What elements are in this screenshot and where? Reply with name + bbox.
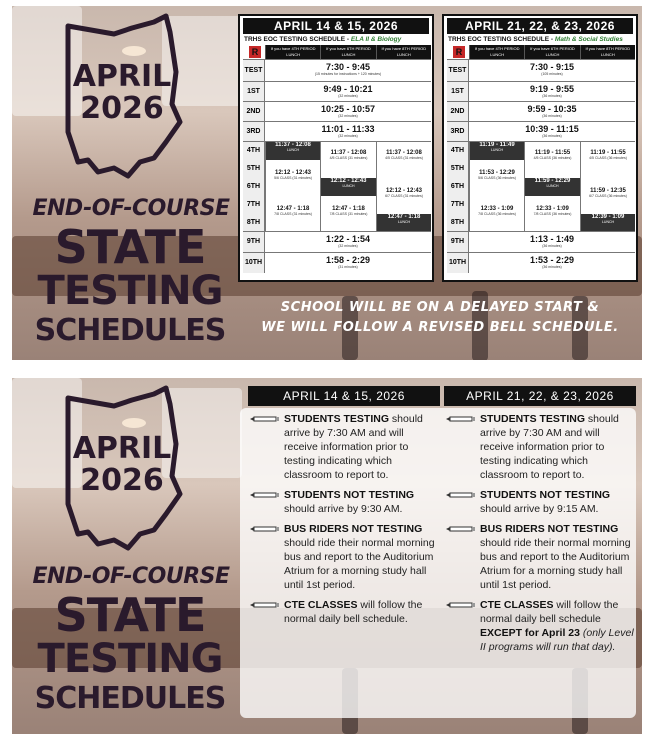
info-column-april-21-23: [444, 386, 636, 654]
row-test: [243, 59, 431, 81]
period-10-cell: [265, 255, 431, 269]
note: 7/8 CLASS (31 minutes): [274, 212, 312, 216]
item-heading: CTE CLASSES: [284, 599, 358, 611]
time: 7:30 - 9:45: [325, 62, 371, 72]
subtitle-subject: Math & Social Studies: [554, 36, 623, 43]
item-exception: EXCEPT for April 23: [480, 627, 580, 639]
delayed-start-line-2: WE WILL FOLLOW A REVISED BELL SCHEDULE.: [261, 320, 619, 335]
period-label: 1ST: [447, 82, 469, 101]
row-period-9: [243, 231, 431, 252]
c6c-cell: [376, 178, 431, 214]
period-label: 6TH: [447, 178, 469, 196]
time: 11:53 - 12:29: [479, 170, 515, 176]
row-period-3: [447, 121, 635, 141]
card-subtitle: [243, 34, 429, 45]
poster-title-block: [12, 378, 240, 734]
row-period-9: [447, 231, 635, 252]
item-heading: STUDENTS NOT TESTING: [284, 489, 415, 501]
period-label: TEST: [243, 60, 265, 81]
pencil-icon: [250, 526, 280, 532]
period-10-cell: [469, 255, 635, 269]
c6c-cell: [580, 178, 635, 214]
pencil-icon: [446, 416, 476, 422]
time: 11:37 - 12:08: [330, 150, 367, 156]
time: 9:49 - 10:21: [323, 84, 373, 94]
poster-title-block: [12, 6, 240, 360]
item-text: should arrive by 7:30 AM and will receive information prior to testing indicating which classroom to report to.: [284, 413, 423, 481]
period-9-cell: [265, 234, 431, 248]
info-date: APRIL 21, 22, & 23, 2026: [444, 386, 636, 406]
period-label: 4TH: [243, 142, 265, 160]
row-test: [447, 59, 635, 81]
note: 4/5 CLASS (31 minutes): [385, 156, 423, 160]
header-lunch-4: If you have 4TH PERIOD LUNCH: [265, 45, 320, 59]
time: 9:19 - 9:55: [529, 84, 575, 94]
pencil-icon: [250, 492, 280, 498]
item-text: should arrive by 9:15 AM.: [480, 503, 599, 515]
item-heading: STUDENTS NOT TESTING: [480, 489, 611, 501]
c4b-cell: [524, 142, 580, 178]
pencil-icon: [446, 526, 476, 532]
time: 1:22 - 1:54: [325, 234, 371, 244]
time: 11:19 - 11:55: [590, 150, 626, 156]
c8c-cell: [580, 214, 635, 232]
note: LUNCH: [490, 148, 504, 152]
item-heading: STUDENTS TESTING: [284, 413, 390, 425]
period-2-cell: [469, 104, 635, 118]
info-item-students-not-testing: [248, 488, 440, 516]
subtitle-text: TRHS EOC TESTING SCHEDULE -: [244, 36, 351, 43]
row-period-1: [447, 81, 635, 101]
period-label: 3RD: [447, 122, 469, 141]
time: 1:58 - 2:29: [325, 255, 371, 265]
period-label: 7TH: [447, 196, 469, 214]
top-flyer: [12, 6, 642, 360]
period-label: 7TH: [243, 196, 265, 214]
note: (36 minutes): [542, 114, 562, 118]
info-item-students-not-testing: [444, 488, 636, 516]
time: 11:19 - 11:49: [479, 142, 515, 148]
card-subtitle: [447, 34, 633, 45]
time: 12:12 - 12:43: [330, 178, 367, 184]
time: 11:37 - 12:08: [386, 150, 422, 156]
card-date: APRIL 14 & 15, 2026: [243, 18, 429, 34]
row-period-1: [243, 81, 431, 101]
time: 12:47 - 1:18: [276, 206, 310, 212]
c5a-cell: [265, 160, 320, 196]
subtitle-subject: ELA II & Biology: [350, 36, 402, 43]
c8c-cell: [376, 214, 431, 232]
header-lunch-4: If you have 4TH PERIOD LUNCH: [469, 45, 524, 59]
note: 6/7 CLASS (36 minutes): [589, 194, 627, 198]
period-label: 8TH: [447, 214, 469, 232]
schedule-card-math-social-studies: [442, 14, 638, 282]
c4a-cell: [469, 142, 524, 160]
note: 7/8 CLASS (36 minutes): [478, 212, 516, 216]
info-date: APRIL 14 & 15, 2026: [248, 386, 440, 406]
info-item-bus-riders: [248, 522, 440, 592]
rows-period-4-8: [243, 141, 431, 231]
card-date: APRIL 21, 22, & 23, 2026: [447, 18, 633, 34]
note: 5/6 CLASS (31 minutes): [274, 176, 312, 180]
period-label: 1ST: [243, 82, 265, 101]
year-label: 2026: [80, 91, 164, 126]
c6b-cell: [320, 178, 376, 196]
period-label: 5TH: [447, 160, 469, 178]
note: LUNCH: [342, 184, 355, 188]
info-item-cte-classes: [444, 598, 636, 654]
period-1-cell: [265, 84, 431, 98]
row-period-10: [447, 252, 635, 273]
time: 7:30 - 9:15: [529, 62, 575, 72]
schedules-heading: SCHEDULES: [34, 681, 226, 716]
period-3-cell: [469, 124, 635, 138]
note: 5/6 CLASS (36 minutes): [478, 176, 516, 180]
logo-letter: R: [453, 46, 465, 58]
period-label: 3RD: [243, 122, 265, 141]
note: (105 minutes): [541, 72, 563, 76]
subtitle-text: TRHS EOC TESTING SCHEDULE -: [448, 36, 555, 43]
grid-header: [447, 45, 635, 59]
period-label: 2ND: [243, 102, 265, 121]
pencil-icon: [446, 492, 476, 498]
row-period-3: [243, 121, 431, 141]
eoc-heading: END-OF-COURSE: [32, 196, 230, 221]
note: (36 minutes): [542, 244, 562, 248]
rows-period-4-8: [447, 141, 635, 231]
note: 4/5 CLASS (36 minutes): [589, 156, 627, 160]
header-lunch-8: If you have 8TH PERIOD LUNCH: [376, 45, 431, 59]
schedule-grid: [447, 45, 635, 273]
info-item-students-testing: [444, 412, 636, 482]
c5a-cell: [469, 160, 524, 196]
state-heading: STATE: [54, 220, 206, 274]
header-lunch-8: If you have 8TH PERIOD LUNCH: [580, 45, 635, 59]
c6b-cell: [524, 178, 580, 196]
item-heading: CTE CLASSES: [480, 599, 554, 611]
note: LUNCH: [286, 148, 300, 152]
row-period-10: [243, 252, 431, 273]
row-period-2: [243, 101, 431, 121]
note: (36 minutes): [542, 134, 562, 138]
note: 4/5 CLASS (31 minutes): [329, 156, 368, 160]
delayed-start-line-1: SCHOOL WILL BE ON A DELAYED START &: [280, 300, 600, 315]
note: LUNCH: [601, 220, 615, 224]
item-text: will follow the normal daily bell schedule.: [284, 599, 423, 625]
time: 10:25 - 10:57: [320, 104, 376, 114]
c4b-cell: [320, 142, 376, 178]
item-text: should ride their normal morning bus and report to the Auditorium Atrium for a morning study hall until 1st period.: [480, 537, 631, 591]
month-label: APRIL: [72, 431, 172, 466]
note: 6/7 CLASS (31 minutes): [385, 194, 423, 198]
header-lunch-6: If you have 6TH PERIOD LUNCH: [320, 45, 375, 59]
state-heading: STATE: [54, 588, 206, 642]
schedule-card-ela-biology: [238, 14, 434, 282]
logo-letter: R: [249, 46, 261, 58]
school-logo-icon: [243, 45, 265, 59]
info-column-april-14-15: [248, 386, 440, 626]
pencil-icon: [250, 602, 280, 608]
period-label: 6TH: [243, 178, 265, 196]
time: 1:53 - 2:29: [529, 255, 575, 265]
note: 7/8 CLASS (36 minutes): [533, 212, 572, 216]
time: 12:47 - 1:18: [387, 214, 421, 220]
note: (32 minutes): [338, 134, 358, 138]
item-text: should arrive by 7:30 AM and will receive information prior to testing indicating which classroom to report to.: [480, 413, 619, 481]
time: 1:13 - 1:49: [529, 234, 575, 244]
time: 12:12 - 12:43: [274, 170, 312, 176]
item-text: will follow the normal daily bell schedule: [480, 599, 619, 625]
grid-header: [243, 45, 431, 59]
time: 12:12 - 12:43: [385, 188, 423, 194]
note: (36 minutes): [542, 265, 562, 269]
eoc-heading: END-OF-COURSE: [32, 564, 230, 589]
schedules-heading: SCHEDULES: [34, 313, 226, 348]
note: LUNCH: [546, 184, 559, 188]
period-label: TEST: [447, 60, 469, 81]
period-9-cell: [469, 234, 635, 248]
time: 11:59 - 12:35: [590, 188, 626, 194]
note: (32 minutes): [338, 94, 358, 98]
note: 7/8 CLASS (31 minutes): [329, 212, 368, 216]
bottom-flyer: [12, 378, 642, 734]
item-heading: BUS RIDERS NOT TESTING: [284, 523, 423, 535]
period-label: 5TH: [243, 160, 265, 178]
header-lunch-6: If you have 6TH PERIOD LUNCH: [524, 45, 579, 59]
info-item-students-testing: [248, 412, 440, 482]
c7b-cell: [524, 196, 580, 232]
time: 10:39 - 11:15: [525, 124, 579, 134]
item-heading: BUS RIDERS NOT TESTING: [480, 523, 619, 535]
row-period-2: [447, 101, 635, 121]
period-label: 4TH: [447, 142, 469, 160]
period-label: 10TH: [447, 253, 469, 273]
c4c-cell: [376, 142, 431, 178]
time: 11:59 - 12:29: [534, 178, 571, 184]
testing-heading: TESTING: [37, 268, 223, 314]
c7b-cell: [320, 196, 376, 232]
item-heading: STUDENTS TESTING: [480, 413, 586, 425]
info-item-bus-riders: [444, 522, 636, 592]
note: (32 minutes): [338, 244, 358, 248]
schedule-grid: [243, 45, 431, 273]
c7a-cell: [469, 196, 524, 232]
pencil-icon: [250, 416, 280, 422]
note: (32 minutes): [338, 114, 358, 118]
month-label: APRIL: [72, 59, 172, 94]
period-3-cell: [265, 124, 431, 138]
note: (36 minutes): [542, 94, 562, 98]
item-text: should arrive by 9:30 AM.: [284, 503, 403, 515]
time: 11:37 - 12:08: [275, 142, 311, 148]
note: LUNCH: [397, 220, 411, 224]
period-label: 8TH: [243, 214, 265, 232]
period-2-cell: [265, 104, 431, 118]
c4a-cell: [265, 142, 320, 160]
testing-heading: TESTING: [37, 636, 223, 682]
time: 11:19 - 11:55: [534, 150, 571, 156]
note: (15 minutes for instructions + 120 minutes): [314, 72, 382, 76]
item-note: (only Level II programs will run that day).: [480, 627, 634, 653]
note: 4/5 CLASS (36 minutes): [533, 156, 572, 160]
period-label: 2ND: [447, 102, 469, 121]
c4c-cell: [580, 142, 635, 178]
period-label: 9TH: [447, 232, 469, 252]
test-cell: [265, 62, 431, 76]
period-label: 9TH: [243, 232, 265, 252]
period-1-cell: [469, 84, 635, 98]
note: (31 minutes): [338, 265, 358, 269]
item-text: should ride their normal morning bus and report to the Auditorium Atrium for a morning study hall until 1st period.: [284, 537, 435, 591]
time: 12:47 - 1:18: [332, 206, 365, 212]
time: 9:59 - 10:35: [527, 104, 577, 114]
c7a-cell: [265, 196, 320, 232]
info-item-cte-classes: [248, 598, 440, 626]
test-cell: [469, 62, 635, 76]
period-label: 10TH: [243, 253, 265, 273]
time: 11:01 - 11:33: [321, 124, 375, 134]
year-label: 2026: [80, 463, 164, 498]
school-logo-icon: [447, 45, 469, 59]
time: 12:33 - 1:09: [480, 206, 514, 212]
time: 12:39 - 1:09: [591, 214, 625, 220]
pencil-icon: [446, 602, 476, 608]
time: 12:33 - 1:09: [536, 206, 569, 212]
